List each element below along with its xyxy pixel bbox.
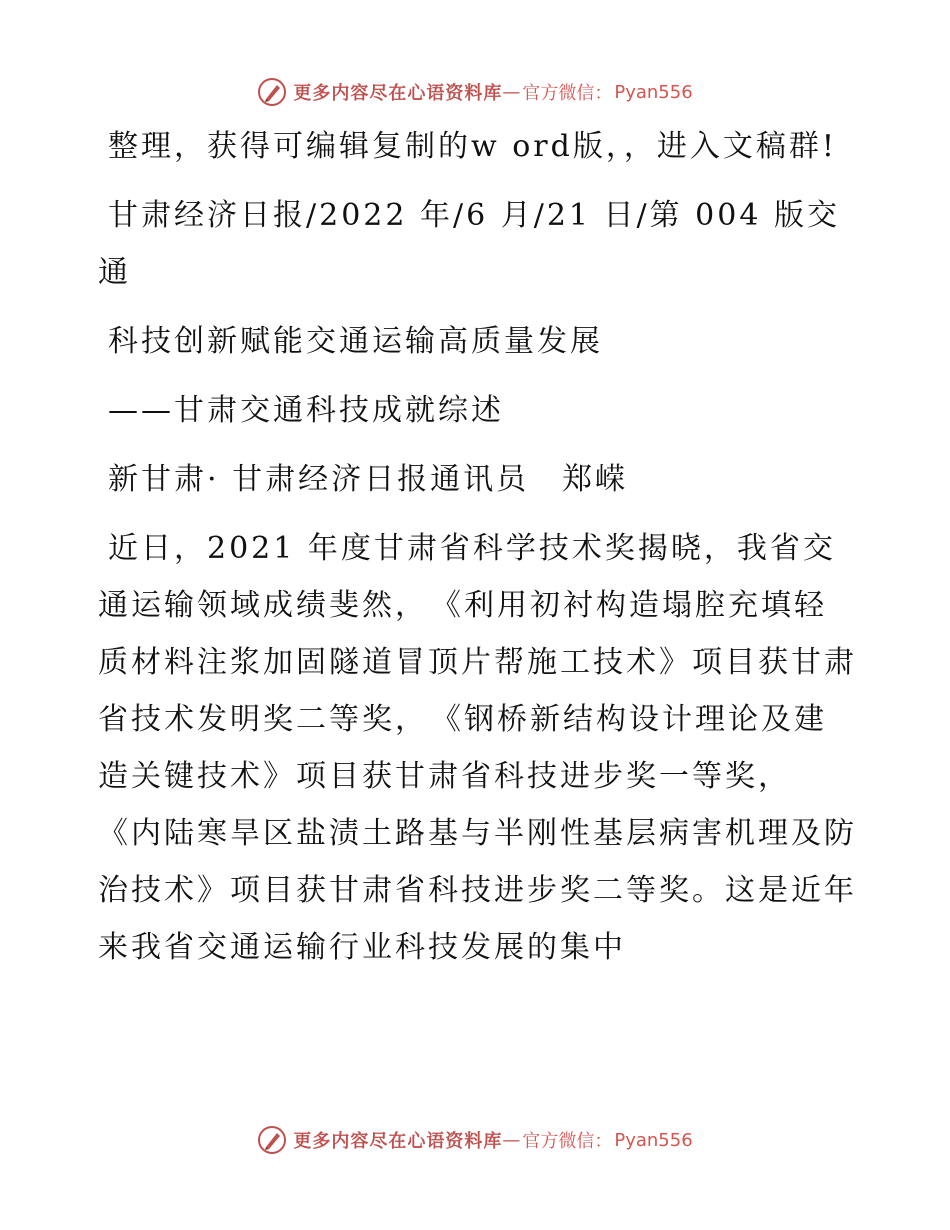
watermark-official-label: 官方微信： bbox=[522, 1131, 613, 1152]
watermark-official-label: 官方微信： bbox=[522, 83, 613, 104]
footer-watermark bbox=[0, 1120, 950, 1160]
article-byline: 新甘肃· 甘肃经济日报通讯员 郑嵘 bbox=[108, 462, 629, 497]
watermark-wechat-id: Pyan556 bbox=[614, 81, 693, 103]
document-body bbox=[98, 118, 858, 988]
watermark-main-text: 更多内容尽在心语资料库 bbox=[293, 1131, 503, 1152]
article-title: 科技创新赋能交通运输高质量发展 bbox=[108, 324, 603, 359]
pen-logo-icon bbox=[257, 77, 287, 107]
paragraph-source: 甘肃经济日报/2022 年/6 月/21 日/第 004 版交通 bbox=[98, 198, 840, 290]
paragraph-body: 近日，2021 年度甘肃省科学技术奖揭晓，我省交通运输领域成绩斐然， 《利用初衬构造塌腔充填轻质材料注浆加固隧道冒顶片帮施工技术》项目获甘肃省技术发明奖二等奖， 《钢桥新结构设计理论及建造关键技术》项目获甘肃省科技进步奖一等奖， 《内陆寒旱区盐渍土路基与半刚性基层病害机理及防治技术》项目获甘肃省科技进步奖二等奖。这是近年来我省交通运输行业科技发展的集中 bbox=[98, 531, 857, 965]
paragraph-intro: 整理，获得可编辑复制的w ord版，，进入文稿群! bbox=[108, 129, 837, 164]
watermark-wechat-id: Pyan556 bbox=[614, 1129, 693, 1151]
header-watermark bbox=[0, 72, 950, 112]
watermark-main-text: 更多内容尽在心语资料库 bbox=[293, 83, 503, 104]
watermark-dash: — bbox=[502, 1129, 521, 1151]
article-subtitle: ——甘肃交通科技成就综述 bbox=[108, 393, 504, 428]
pen-logo-icon bbox=[257, 1125, 287, 1155]
watermark-dash: — bbox=[502, 81, 521, 103]
